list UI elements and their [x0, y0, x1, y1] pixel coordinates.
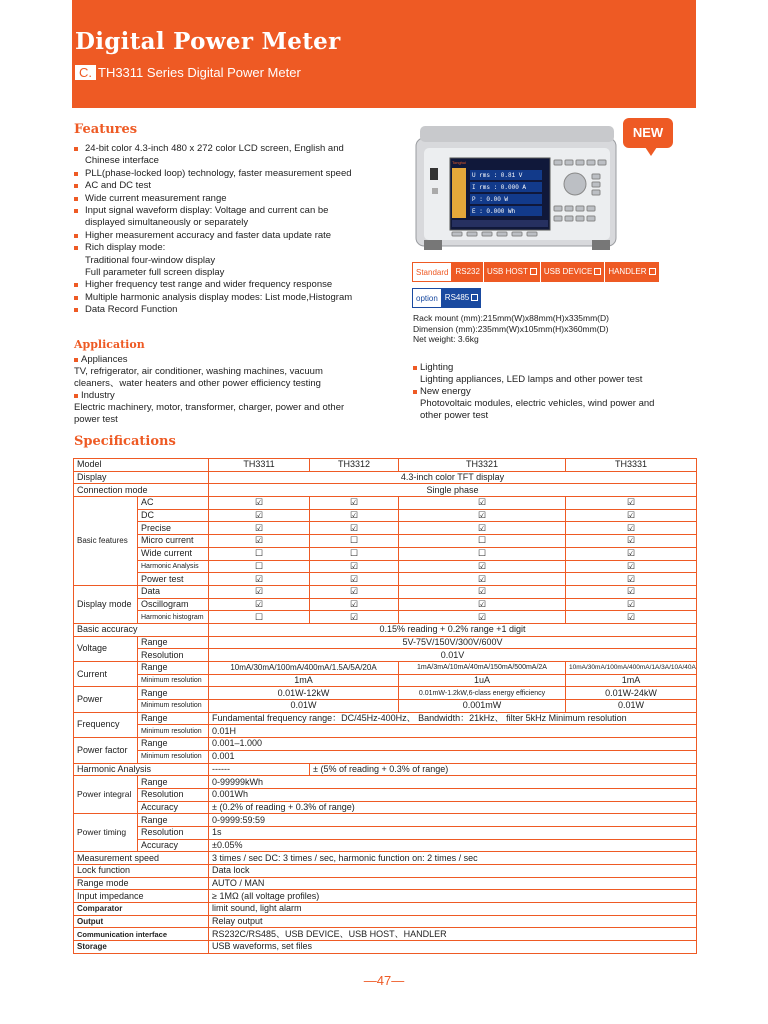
table-cell: Range [138, 687, 209, 700]
table-row [74, 471, 697, 484]
net-weight-text: Net weight: 3.6kg [413, 334, 479, 344]
table-cell: Precise [138, 522, 209, 535]
table-row [74, 497, 697, 510]
table-cell: 0.01W-12kW [209, 687, 399, 700]
table-cell: ≥ 1MΩ (all voltage profiles) [209, 890, 697, 903]
check-cell: ☑ [399, 598, 566, 611]
option-interfaces [412, 288, 482, 308]
feature-cont: Full parameter full screen display [85, 267, 225, 279]
table-cell: Current [74, 662, 138, 687]
application-item: New energy [413, 386, 654, 398]
table-row [74, 674, 697, 687]
screen-line: P : 0.00 W [472, 196, 509, 203]
table-row [74, 484, 697, 497]
check-cell: ☐ [209, 611, 310, 624]
table-cell: Power integral [74, 776, 138, 814]
table-row [74, 738, 697, 751]
checkbox-icon [594, 268, 601, 275]
application-text: TV, refrigerator, air conditioner, washing machines, vacuum [74, 366, 323, 377]
table-row [74, 700, 697, 713]
table-cell: TH3331 [566, 459, 697, 472]
checkbox-icon [530, 268, 537, 275]
table-row [74, 560, 697, 573]
check-cell: ☑ [310, 585, 399, 598]
check-cell: ☑ [209, 497, 310, 510]
application-left [74, 354, 344, 426]
check-cell: ☑ [310, 522, 399, 535]
table-cell: Minimum resolution [138, 725, 209, 738]
table-row [74, 877, 697, 890]
table-cell: Range [138, 776, 209, 789]
table-row [74, 839, 697, 852]
check-cell: ☑ [566, 547, 697, 560]
table-cell: ------ [209, 763, 310, 776]
table-row [74, 903, 697, 916]
table-cell: Lock function [74, 865, 209, 878]
application-item: Lighting [413, 362, 654, 374]
table-cell: USB waveforms, set files [209, 941, 697, 954]
interface-rs232: RS232 [452, 262, 483, 282]
table-cell: TH3321 [399, 459, 566, 472]
check-cell: ☑ [566, 535, 697, 548]
check-cell: ☑ [209, 573, 310, 586]
table-row [74, 611, 697, 624]
table-cell: 1mA/3mA/10mA/40mA/150mA/500mA/2A [399, 662, 566, 675]
table-cell: Data lock [209, 865, 697, 878]
table-row [74, 941, 697, 954]
header-banner [72, 0, 696, 108]
feature-item: Data Record Function [74, 304, 399, 316]
table-cell: Resolution [138, 788, 209, 801]
check-cell: ☑ [399, 611, 566, 624]
table-cell: TH3312 [310, 459, 399, 472]
table-cell: Resolution [138, 649, 209, 662]
check-cell: ☑ [209, 535, 310, 548]
check-cell: ☑ [399, 573, 566, 586]
check-cell: ☐ [399, 535, 566, 548]
table-row [74, 865, 697, 878]
check-cell: ☐ [209, 547, 310, 560]
table-cell: RS232C/RS485、USB DEVICE、USB HOST、HANDLER [209, 928, 697, 941]
feature-item: PLL(phase-locked loop) technology, faster measurement speed [74, 168, 399, 180]
table-cell: 0.01V [209, 649, 697, 662]
feature-item: Wide current measurement range [74, 193, 399, 205]
table-cell: Oscillogram [138, 598, 209, 611]
check-cell: ☑ [566, 585, 697, 598]
check-cell: ☑ [566, 573, 697, 586]
application-text: Photovoltaic modules, electric vehicles, wind power and [420, 398, 655, 409]
table-cell: Power timing [74, 814, 138, 852]
check-cell: ☑ [399, 585, 566, 598]
table-cell: 0-99999kWh [209, 776, 697, 789]
check-cell: ☑ [399, 522, 566, 535]
table-cell: 0.01W [209, 700, 399, 713]
table-row [74, 826, 697, 839]
check-cell: ☑ [310, 509, 399, 522]
table-cell: Range [138, 814, 209, 827]
table-cell: Single phase [209, 484, 697, 497]
dimensions [413, 313, 609, 345]
table-cell: Relay output [209, 915, 697, 928]
new-badge: NEW [623, 118, 673, 148]
features-list [74, 143, 399, 317]
dimension-text: Dimension (mm):235mm(W)x105mm(H)x360mm(D) [413, 323, 609, 334]
table-cell: Harmonic Analysis [138, 560, 209, 573]
application-text: Lighting appliances, LED lamps and other power test [420, 374, 643, 385]
table-cell: Accuracy [138, 801, 209, 814]
check-cell: ☑ [310, 573, 399, 586]
section-badge: C. [75, 65, 96, 80]
table-cell: Harmonic Analysis [74, 763, 209, 776]
table-cell: Frequency [74, 712, 138, 737]
table-cell: Basic features [74, 497, 138, 586]
screen-line: I rms : 0.000 A [472, 184, 527, 191]
table-cell: Resolution [138, 826, 209, 839]
table-row [74, 636, 697, 649]
table-row [74, 725, 697, 738]
interface-handler: HANDLER [605, 262, 659, 282]
check-cell: ☑ [310, 611, 399, 624]
rack-mount-text: Rack mount (mm):215mm(W)x88mm(H)x335mm(D) [413, 313, 609, 323]
table-cell: Power [74, 687, 138, 712]
table-cell: 1mA [566, 674, 697, 687]
feature-item: 24-bit color 4.3-inch 480 x 272 color LCD screen, English and [74, 143, 399, 155]
table-row [74, 814, 697, 827]
check-cell: ☑ [310, 497, 399, 510]
table-cell: 0.15% reading + 0.2% range +1 digit [209, 623, 697, 636]
screen-line: E : 0.000 Wh [472, 208, 516, 215]
table-cell: 0.01W [566, 700, 697, 713]
table-cell: Input impedance [74, 890, 209, 903]
feature-cont: Chinese interface [85, 155, 159, 167]
table-cell: Storage [74, 941, 209, 954]
feature-item: Higher frequency test range and wider frequency response [74, 279, 399, 291]
table-cell: Range mode [74, 877, 209, 890]
table-row [74, 763, 697, 776]
feature-item: Input signal waveform display: Voltage and current can be [74, 205, 399, 217]
check-cell: ☑ [566, 497, 697, 510]
specifications-heading: Specifications [74, 434, 176, 449]
table-cell: DC [138, 509, 209, 522]
checkbox-icon [471, 294, 478, 301]
interface-usb-host: USB HOST [484, 262, 541, 282]
page-subtitle [75, 65, 301, 80]
table-cell: 10mA/30mA/100mA/400mA/1.5A/5A/20A [209, 662, 399, 675]
table-row [74, 928, 697, 941]
table-cell: Accuracy [138, 839, 209, 852]
table-cell: 10mA/30mA/100mA/400mA/1A/3A/10A/40A [566, 662, 697, 675]
check-cell: ☐ [310, 535, 399, 548]
table-cell: Model [74, 459, 209, 472]
table-cell: 1s [209, 826, 697, 839]
table-cell: Data [138, 585, 209, 598]
table-cell: ± (5% of reading + 0.3% of range) [310, 763, 697, 776]
table-cell: Voltage [74, 636, 138, 661]
table-row [74, 573, 697, 586]
check-cell: ☐ [310, 547, 399, 560]
table-cell: Communication interface [74, 928, 209, 941]
table-cell: 0-9999:59:59 [209, 814, 697, 827]
feature-item: Multiple harmonic analysis display modes: List mode,Histogram [74, 292, 399, 304]
table-row [74, 750, 697, 763]
table-cell: TH3311 [209, 459, 310, 472]
table-cell: 0.01W-24kW [566, 687, 697, 700]
check-cell: ☑ [310, 598, 399, 611]
table-cell: 0.001mW [399, 700, 566, 713]
interface-rs485: RS485 [442, 288, 482, 308]
feature-cont: Traditional four-window display [85, 254, 216, 266]
table-cell: 0.001Wh [209, 788, 697, 801]
table-cell: 1mA [209, 674, 399, 687]
table-row [74, 585, 697, 598]
table-cell: 0.01mW-1.2kW,6-class energy efficiency [399, 687, 566, 700]
table-cell: Measurement speed [74, 852, 209, 865]
table-cell: Connection mode [74, 484, 209, 497]
table-row [74, 662, 697, 675]
table-row [74, 687, 697, 700]
table-row [74, 915, 697, 928]
option-label: option [412, 288, 442, 308]
table-cell: Power factor [74, 738, 138, 763]
application-text: other power test [420, 410, 489, 421]
interface-usb-device: USB DEVICE [541, 262, 605, 282]
check-cell: ☑ [209, 585, 310, 598]
application-item: Appliances [74, 354, 344, 366]
feature-item: Higher measurement accuracy and faster data update rate [74, 230, 399, 242]
table-cell: Display [74, 471, 209, 484]
table-cell: ±0.05% [209, 839, 697, 852]
table-cell: Basic accuracy [74, 623, 209, 636]
table-cell: 0.001 [209, 750, 697, 763]
check-cell: ☑ [209, 522, 310, 535]
table-cell: Range [138, 712, 209, 725]
check-cell: ☑ [310, 560, 399, 573]
table-cell: Minimum resolution [138, 674, 209, 687]
table-cell: Micro current [138, 535, 209, 548]
table-row [74, 712, 697, 725]
table-cell: 4.3-inch color TFT display [209, 471, 697, 484]
screen-line: U rms : 0.81 V [472, 172, 523, 179]
table-row [74, 598, 697, 611]
check-cell: ☑ [399, 497, 566, 510]
table-cell: Range [138, 738, 209, 751]
table-cell: Minimum resolution [138, 700, 209, 713]
subtitle-text: TH3311 Series Digital Power Meter [98, 65, 301, 80]
table-cell: Minimum resolution [138, 750, 209, 763]
feature-cont: displayed simultaneously or separately [85, 217, 249, 229]
feature-item: AC and DC test [74, 180, 399, 192]
table-cell: Wide current [138, 547, 209, 560]
application-text: Electric machinery, motor, transformer, charger, power and other [74, 402, 345, 413]
table-cell: Harmonic histogram [138, 611, 209, 624]
check-cell: ☑ [209, 509, 310, 522]
page-number: —47— [363, 973, 405, 988]
page-title: Digital Power Meter [75, 28, 341, 55]
table-cell: limit sound, light alarm [209, 903, 697, 916]
application-item: Industry [74, 390, 344, 402]
table-row [74, 459, 697, 472]
table-cell: Fundamental frequency range：DC/45Hz-400Hz、 Bandwidth：21kHz、 filter 5kHz Minimum resolution [209, 712, 697, 725]
table-cell: Output [74, 915, 209, 928]
table-cell: Power test [138, 573, 209, 586]
table-row [74, 623, 697, 636]
table-cell: Display mode [74, 585, 138, 623]
table-cell: 3 times / sec DC: 3 times / sec, harmonic function on: 2 times / sec [209, 852, 697, 865]
table-cell: 0.001–1.000 [209, 738, 697, 751]
application-right [413, 362, 654, 422]
table-cell: ± (0.2% of reading + 0.3% of range) [209, 801, 697, 814]
check-cell: ☑ [399, 509, 566, 522]
feature-item: Rich display mode: [74, 242, 399, 254]
check-cell: ☑ [566, 611, 697, 624]
table-cell: 5V-75V/150V/300V/600V [209, 636, 697, 649]
standard-interfaces [412, 262, 660, 282]
table-cell: Comparator [74, 903, 209, 916]
table-row [74, 509, 697, 522]
table-cell: 0.01H [209, 725, 697, 738]
features-heading: Features [74, 122, 138, 137]
check-cell: ☑ [566, 598, 697, 611]
table-row [74, 788, 697, 801]
check-cell: ☐ [209, 560, 310, 573]
table-cell: Range [138, 636, 209, 649]
check-cell: ☑ [566, 509, 697, 522]
check-cell: ☑ [209, 598, 310, 611]
table-row [74, 535, 697, 548]
table-row [74, 649, 697, 662]
table-cell: Range [138, 662, 209, 675]
check-cell: ☑ [566, 560, 697, 573]
table-row [74, 852, 697, 865]
table-row [74, 776, 697, 789]
check-cell: ☑ [399, 560, 566, 573]
table-row [74, 890, 697, 903]
specifications-table [73, 458, 697, 954]
table-row [74, 522, 697, 535]
table-cell: AUTO / MAN [209, 877, 697, 890]
application-heading: Application [74, 338, 145, 351]
power-meter-image [412, 118, 622, 258]
application-text: cleaners、water heaters and other power efficiency testing [74, 378, 321, 389]
check-cell: ☐ [399, 547, 566, 560]
table-row [74, 547, 697, 560]
check-cell: ☑ [566, 522, 697, 535]
checkbox-icon [649, 268, 656, 275]
table-cell: 1uA [399, 674, 566, 687]
table-row [74, 801, 697, 814]
application-text: power test [74, 414, 118, 425]
standard-label: Standard [412, 262, 452, 282]
table-cell: AC [138, 497, 209, 510]
device-brand: Tonghui [452, 160, 467, 165]
